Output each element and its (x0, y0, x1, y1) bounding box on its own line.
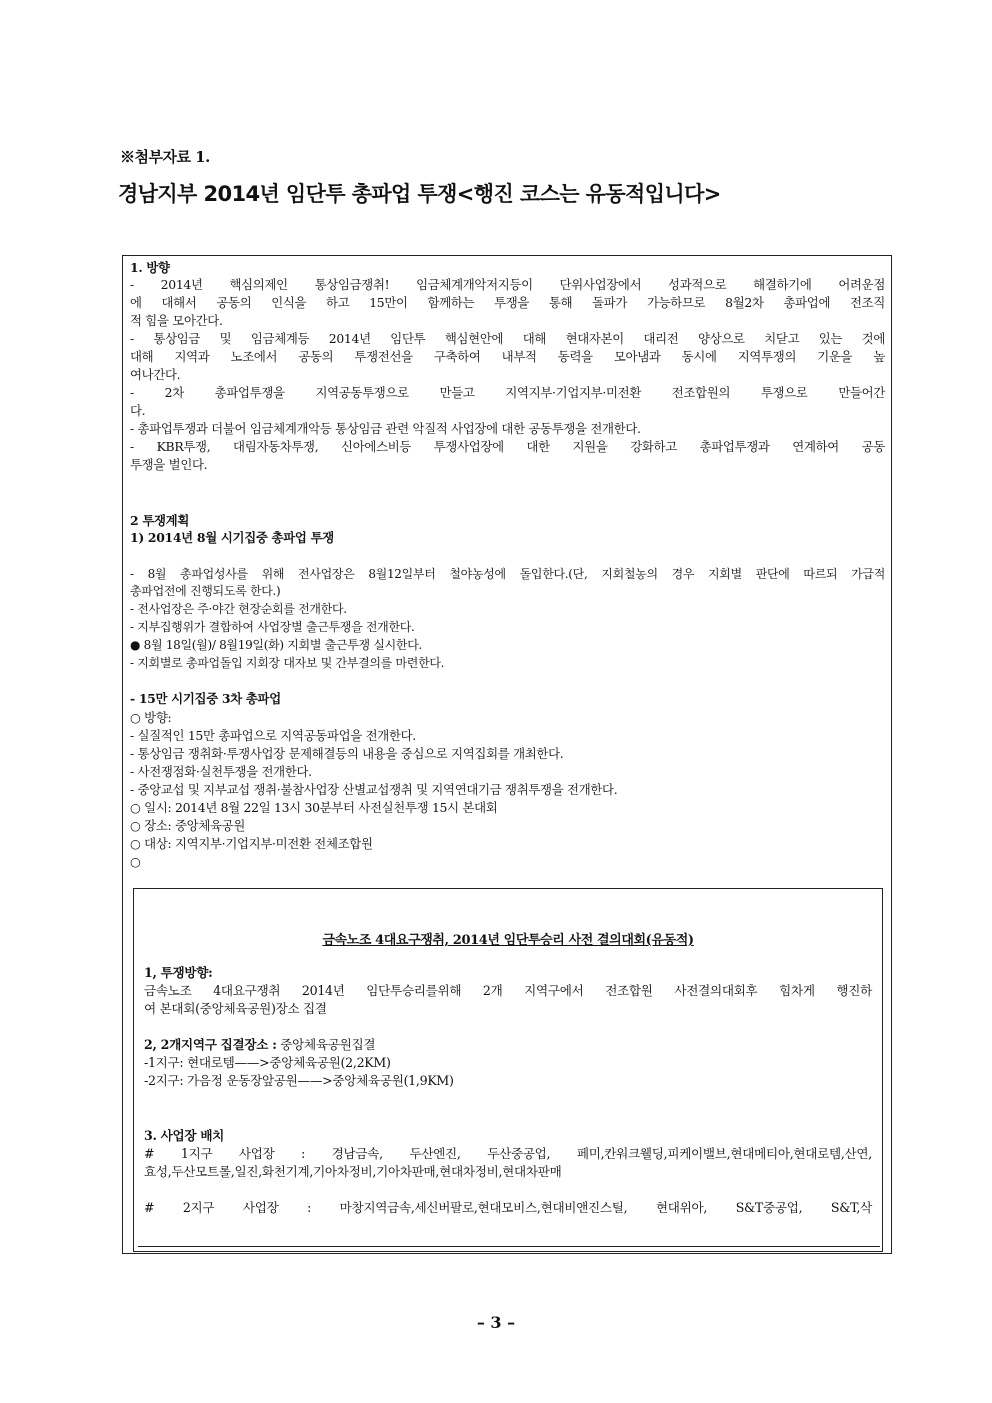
section1-line: 적 힘을 모아간다. (130, 313, 223, 328)
section1-line: 다. (130, 403, 146, 418)
section2-sub1-heading: 1) 2014년 8월 시기집중 총파업 투쟁 (130, 530, 334, 545)
attachment-label: ※첨부자료 1. (120, 148, 210, 166)
page-number: – 3 – (476, 1313, 516, 1332)
box-p1-heading: 1, 투쟁방향: (144, 965, 213, 980)
sub1-line: ● 8월 18일(월)/ 8월19일(화) 지회별 출근투쟁 실시한다. (130, 638, 423, 652)
sub2-line: ○ 방향: (130, 710, 172, 725)
section2-sub2-heading: - 15만 시기집중 3차 총파업 (130, 691, 281, 706)
sub2-line: - 중앙교섭 및 지부교섭 쟁취·불참사업장 산별교섭쟁취 및 지역연대기금 쟁취투쟁을 전개한다. (130, 782, 618, 797)
sub1-line: - 지회별로 총파업돌입 지회장 대자보 및 간부결의를 마련한다. (130, 656, 445, 670)
sub2-line: ○ 대상: 지역지부·기업지부·미전환 전체조합원 (130, 836, 373, 851)
section2-heading: 2 투쟁계획 (130, 513, 190, 528)
sub1-line: - 전사업장은 주·야간 현장순회를 전개한다. (130, 602, 347, 616)
document-title: 경남지부 2014년 임단투 총파업 투쟁<행진 코스는 유동적입니다> (118, 182, 721, 206)
sub2-line: - 통상임금 쟁취화·투쟁사업장 문제해결등의 내용을 중심으로 지역집회를 개최한다. (130, 746, 564, 761)
box-p2-heading: 2, 2개지역구 집결장소 : (144, 1037, 277, 1052)
section1-line: - KBR투쟁, 대림자동차투쟁, 신아에스비등 투쟁사업장에 대한 지원을 강화하고 총파업투쟁과 연계하여 공동 (130, 439, 885, 454)
sub1-line: - 지부집행위가 결합하여 사업장별 출근투쟁을 전개한다. (130, 620, 415, 634)
section1-line: - 통상임금 및 임금체계등 2014년 임단투 핵심현안에 대해 현대자본이 대리전 양상으로 치닫고 있는 것에 (130, 331, 885, 346)
box-p1-line: 금속노조 4대요구쟁취 2014년 임단투승리를위해 2개 지역구에서 전조합원 사전결의대회후 힘차게 행진하 (144, 983, 872, 998)
box-p2-line: -2지구: 가음정 운동장앞공원——>중앙체육공원(1,9KM) (144, 1073, 454, 1088)
section1-line: 투쟁을 벌인다. (130, 457, 208, 472)
section1-line: - 2014년 핵심의제인 통상임금쟁취! 임금체계개악저지등이 단위사업장에서 성과적으로 해결하기에 어려운점 (130, 277, 885, 292)
section1-line: 에 대해서 공동의 인식을 하고 15만이 함께하는 투쟁을 통해 돌파가 가능하므로 8월2차 총파업에 전조직 (130, 295, 885, 310)
sub1-line: - 8월 총파업성사를 위해 전사업장은 8월12일부터 철야농성에 돌입한다.(단, 지회철농의 경우 지회별 판단에 따르되 가급적 (130, 567, 885, 581)
rally-info-box-bottom-rule (138, 1246, 880, 1247)
sub2-line: - 실질적인 15만 총파업으로 지역공동파업을 전개한다. (130, 728, 416, 743)
sub1-line: 총파업전에 진행되도록 한다.) (130, 584, 281, 598)
section1-line: - 총파업투쟁과 더불어 임금체계개악등 통상임금 관련 악질적 사업장에 대한 공동투쟁을 전개한다. (130, 421, 641, 436)
box-p3-line: 효성,두산모트롤,일진,화천기계,기아차정비,기아차판매,현대차정비,현대차판매 (144, 1164, 562, 1179)
section1-heading: 1. 방향 (130, 260, 170, 275)
box-p3-heading: 3. 사업장 배치 (144, 1128, 225, 1143)
sub2-line: ○ 장소: 중앙체육공원 (130, 818, 246, 833)
box-p3-line: # 2지구 사업장 : 마창지역금속,세신버팔로,현대모비스,현대비앤진스틸, 현대위아, S&T중공업, S&T,삭 (144, 1200, 872, 1215)
section1-line: 여나간다. (130, 367, 181, 382)
box-p1-line: 여 본대회(중앙체육공원)장소 집결 (144, 1001, 327, 1016)
box-p2-row (144, 1036, 375, 1054)
box-p2-line: -1지구: 현대로템——>중앙체육공원(2,2KM) (144, 1055, 391, 1070)
sub2-line: ○ (130, 854, 141, 869)
box-p3-line: # 1지구 사업장 : 경남금속, 두산엔진, 두산중공업, 페미,칸워크웰딩,피케이밸브,현대메티아,현대로템,산연, (144, 1146, 872, 1161)
sub2-line: - 사전쟁점화·실천투쟁을 전개한다. (130, 764, 312, 779)
section1-line: - 2차 총파업투쟁을 지역공동투쟁으로 만들고 지역지부·기업지부·미전환 전조합원의 투쟁으로 만들어간 (130, 385, 886, 400)
box-p2-value: 중앙체육공원집결 (280, 1037, 376, 1052)
sub2-line: ○ 일시: 2014년 8월 22일 13시 30분부터 사전실천투쟁 15시 본대회 (130, 800, 498, 815)
rally-box-title: 금속노조 4대요구쟁취, 2014년 임단투승리 사전 결의대회(유동적) (322, 933, 694, 948)
section1-line: 대해 지역과 노조에서 공동의 투쟁전선을 구축하여 내부적 동력을 모아냄과 동시에 지역투쟁의 기운을 높 (130, 349, 885, 364)
